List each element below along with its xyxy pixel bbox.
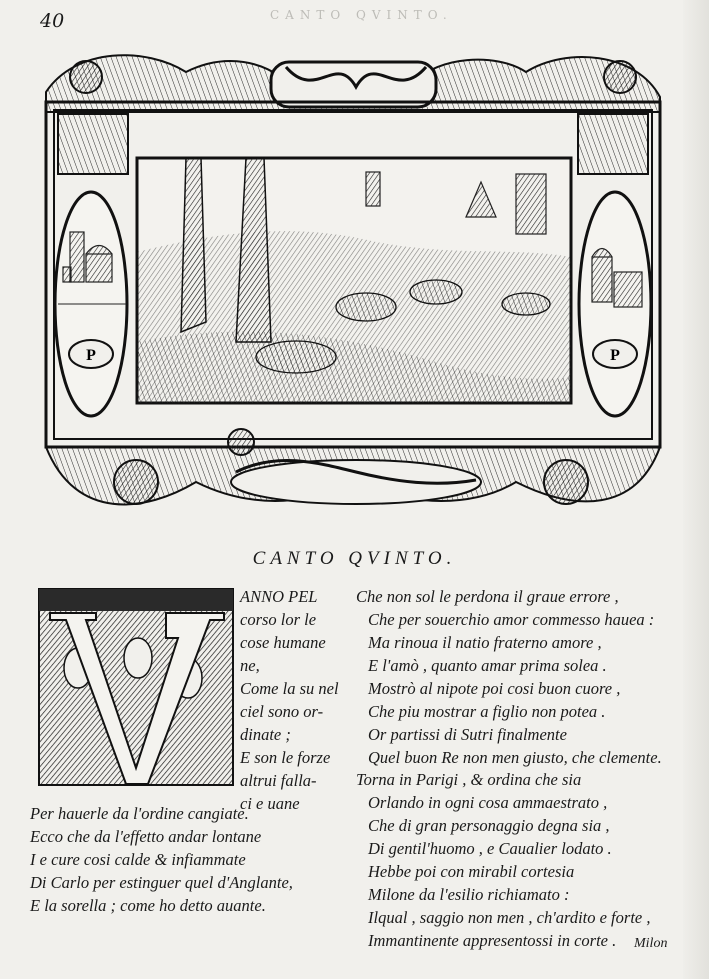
left-medallion-letter: P [86,347,96,364]
text-line: Ilqual , saggio non men , ch'ardito e forte , [368,908,651,927]
text-line: corso lor le [240,610,317,629]
text-line: Torna in Parigi , & ordina che sia [356,770,582,789]
stanza2 [356,585,662,769]
page-number: 40 [40,10,65,32]
text-line: Milone da l'esilio richiamato : [368,885,570,904]
text-line: Per hauerle da l'ordine cangiate. [30,804,249,823]
catchword: Milon [634,936,668,951]
text-line: E la sorella ; come ho detto auante. [30,896,266,915]
text-line: ci e uane [240,794,300,813]
text-line: I e cure cosi calde & infiammate [30,850,246,869]
text-line: ne, [240,656,260,675]
woodcut-frame [36,42,670,510]
text-line: Che non sol le perdona il graue errore , [356,587,619,606]
text-line: Hebbe poi con mirabil cortesia [368,862,575,881]
text-line: Ecco che da l'effetto andar lontane [30,827,262,846]
stanza3 [356,768,650,952]
adjacent-page-edge [683,0,709,979]
text-line: Di Carlo per estinguer quel d'Anglante, [30,873,293,892]
stanza1-narrow-column [240,585,339,815]
text-line: Che piu mostrar a figlio non potea . [368,702,606,721]
text-line: Or partissi di Sutri finalmente [368,725,567,744]
text-line: dinate ; [240,725,291,744]
text-line: Orlando in ogni cosa ammaestrato , [368,793,608,812]
text-line: Quel buon Re non men giusto, che clemente. [368,748,662,767]
text-line: Che di gran personaggio degna sia , [368,816,610,835]
text-line: Ma rinoua il natio fraterno amore , [368,633,602,652]
text-line: E l'amò , quanto amar prima solea . [368,656,607,675]
right-medallion-letter: P [610,347,620,364]
text-line: Come la su nel [240,679,339,698]
text-line: ciel sono or- [240,702,324,721]
show-through-running-head: CANTO QVINTO. [270,8,453,22]
woodcut-initial [38,588,234,786]
stanza1-wide-lines [30,802,293,917]
text-line: cose humane [240,633,326,652]
text-line: altrui falla- [240,771,317,790]
text-line: E son le forze [240,748,331,767]
text-line: ANNO PEL [240,587,318,606]
text-line: Mostrò al nipote poi cosi buon cuore , [368,679,621,698]
text-line: Di gentil'huomo , e Caualier lodato . [368,839,612,858]
text-line: Immantinente appresentossi in corte . [368,931,617,950]
canto-title: CANTO QVINTO. [252,548,457,569]
text-line: Che per souerchio amor commesso haueа : [368,610,655,629]
